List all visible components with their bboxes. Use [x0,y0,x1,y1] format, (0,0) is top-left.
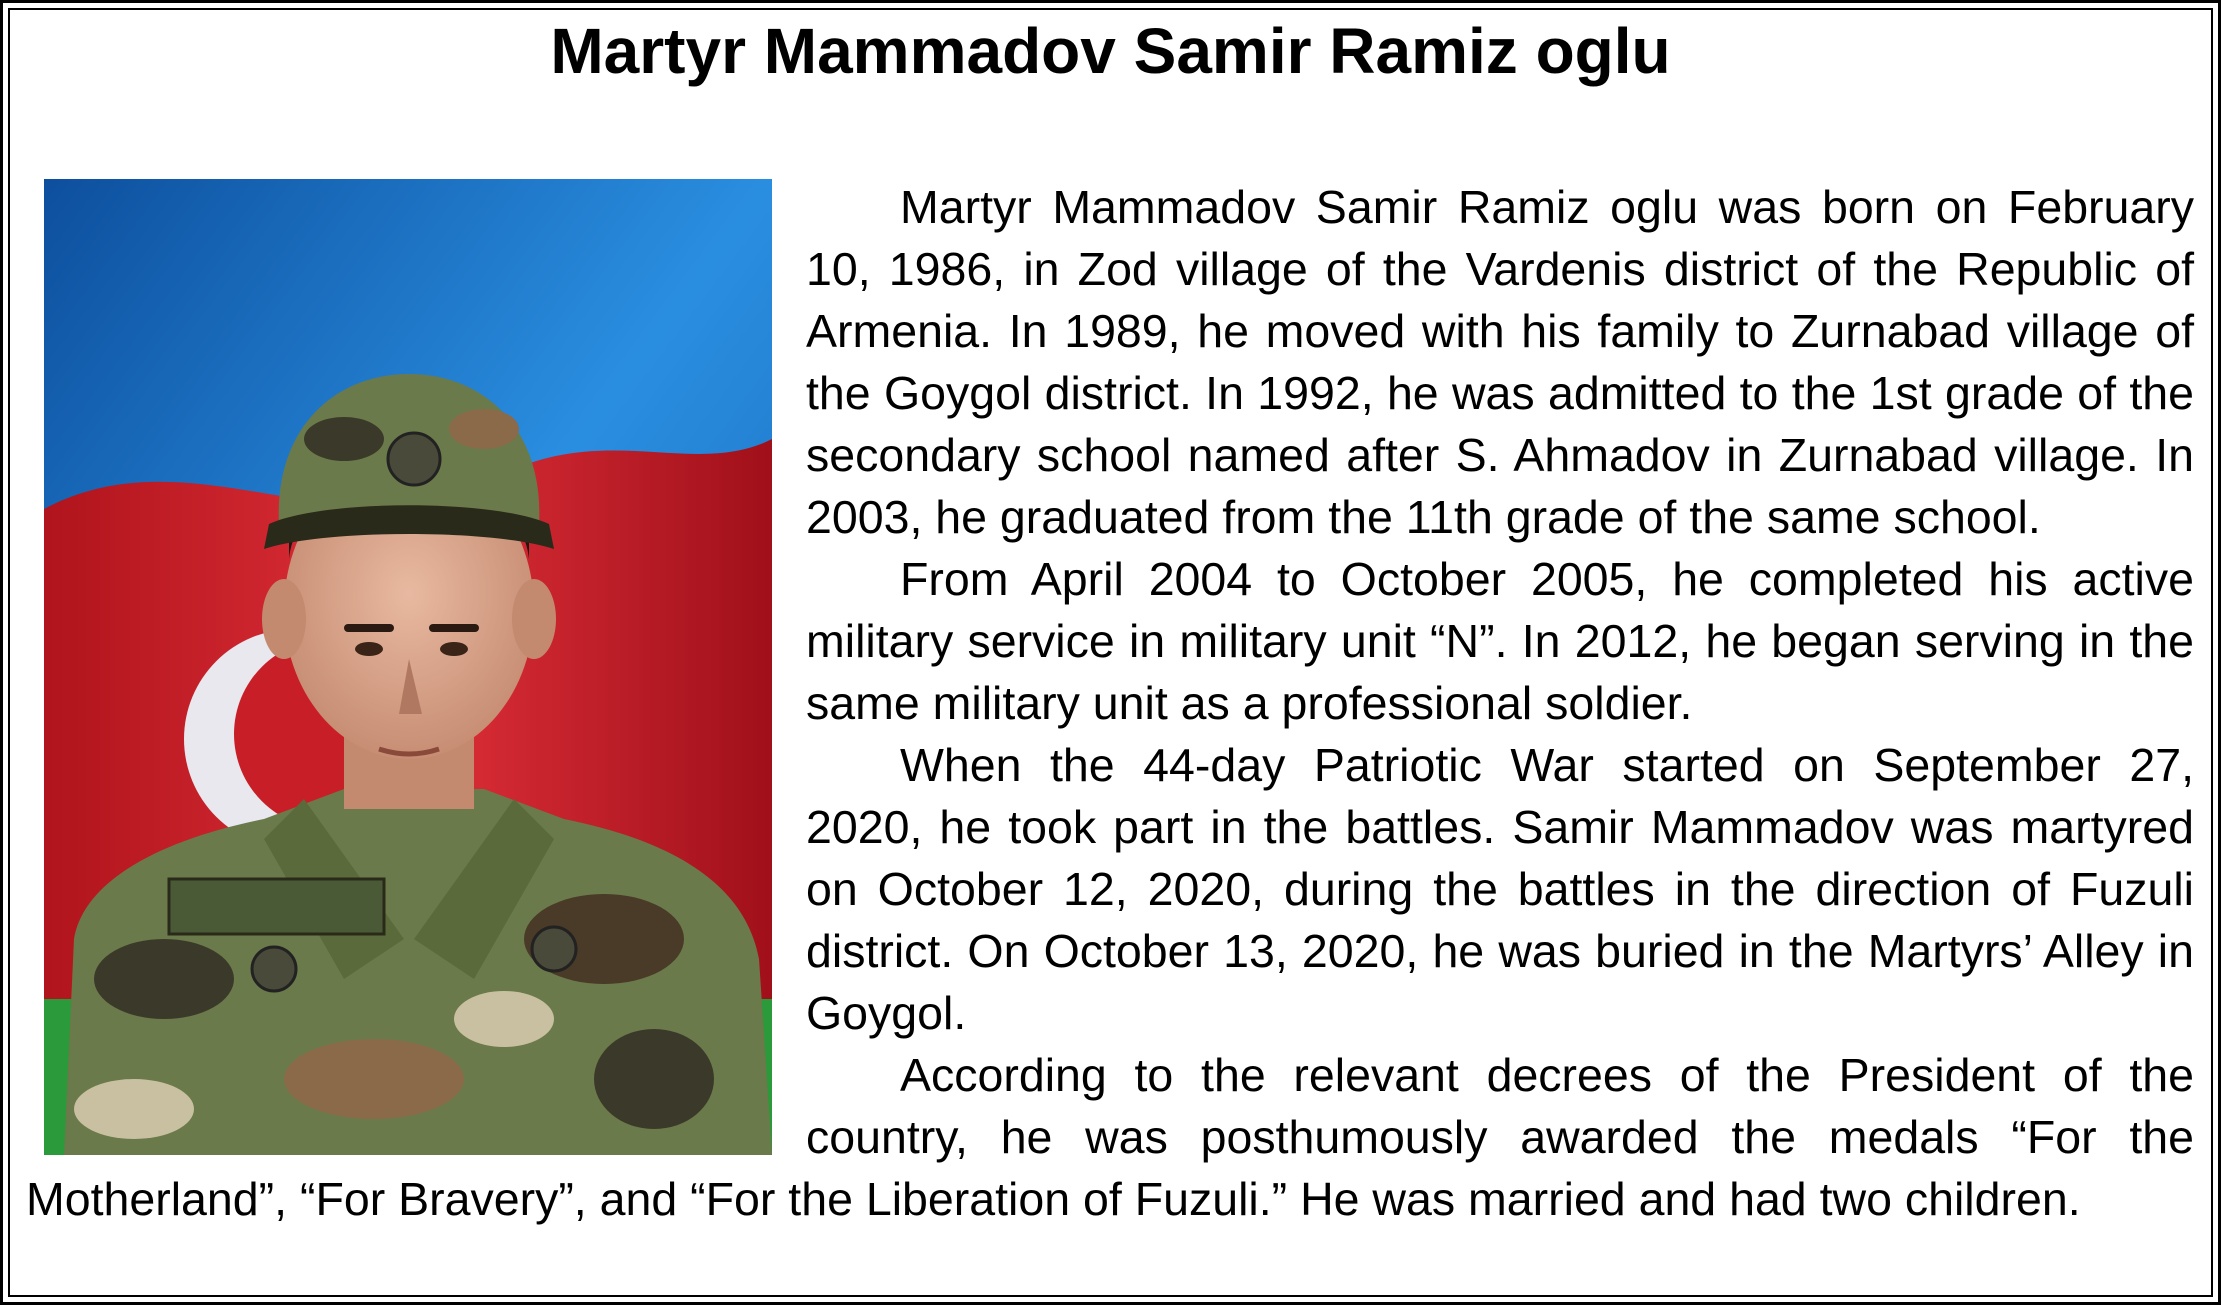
paragraph-military-service: From April 2004 to October 2005, he completed his active military service in military unit “N”. In 2012, he began serving in the same military unit as a professional soldier. [806,553,2194,729]
page-title: Martyr Mammadov Samir Ramiz oglu [550,15,1671,87]
paragraph-war-martyrdom: When the 44-day Patriotic War started on September 27, 2020, he took part in the battles. Samir Mammadov was martyred on October 12, 2020, during the battles in the direction of Fuzuli district. On October 13, 2020, he was buried in the Martyrs’ Alley in Goygol. [806,739,2194,1039]
paragraph-awards-family: According to the relevant decrees of the President of the country, he was posthumously awarded the medals “For the Motherland”, “For Bravery”, and “For the Liberation of Fuzuli.” He was married and had two children. [26,1049,2194,1225]
paragraph-birth-education: Martyr Mammadov Samir Ramiz oglu was born on February 10, 1986, in Zod village of the Vardenis district of the Republic of Armenia. In 1989, he moved with his family to Zurnabad village of the Goygol district. In 1992, he was admitted to the 1st grade of the secondary school named after S. Ahmadov in Zurnabad village. In 2003, he graduated from the 11th grade of the same school. [806,181,2194,543]
biography-text [26,176,2194,1230]
photo-spacer [26,176,806,1156]
